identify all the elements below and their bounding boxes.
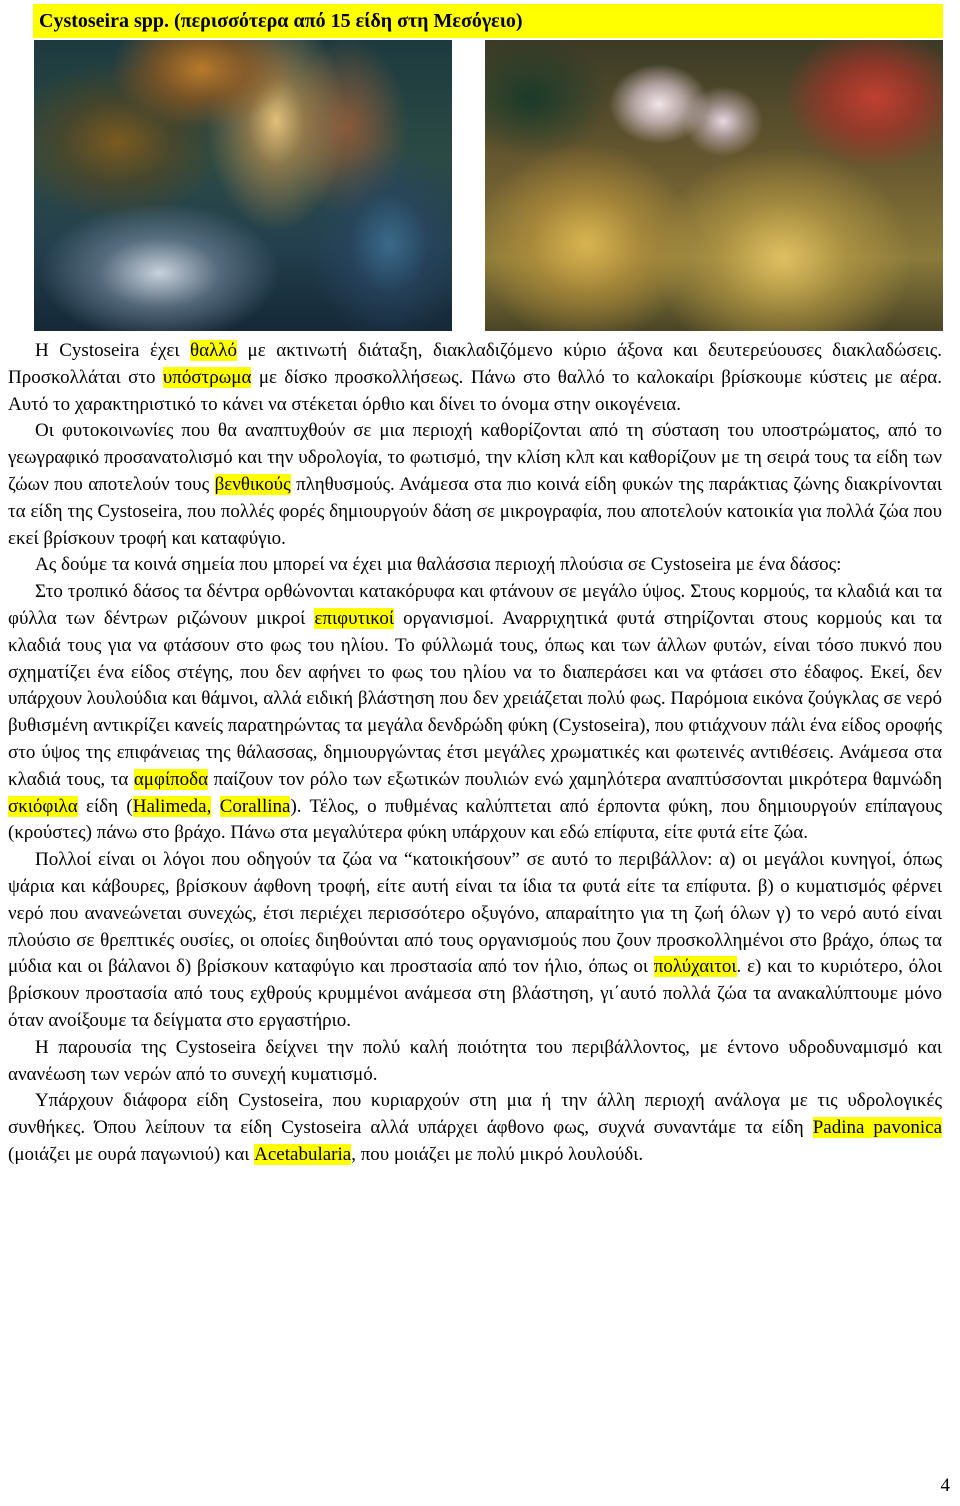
paragraph xyxy=(8,338,942,418)
text-segment: Στο τροπικό δάσος τα δέντρα ορθώνονται κατακόρυφα και φτάνουν σε μεγάλο ύψος. Στους κορμούς, τα κλαδιά και τα φύλλα των δέντρων ριζώνουν μικροί xyxy=(8,581,942,629)
highlighted-term: πολύχαιτοι xyxy=(653,956,737,978)
text-segment: Υπάρχουν διάφορα είδη Cystoseira, που κυριαρχούν στη μια ή την άλλη περιοχή ανάλογα με τις υδρολογικές συνθήκες. Όπου λείπουν τα είδη Cystoseira αλλά υπάρχει άφθονο φως, συχνά συναντάμε τα είδη xyxy=(8,1090,942,1139)
text-segment: ). Τέλος, ο πυθμένας καλύπτεται από έρποντα φύκη, που δημιουργούν επίπαγους (κρούστες) πάνω στο βράχο. Πάνω στα μεγαλύτερα φύκη υπάρχουν και εδώ επίφυτα, είτε φυτά είτε ζώα. xyxy=(8,795,942,844)
text-segment: Η Cystoseira έχει xyxy=(35,340,191,361)
highlighted-term: σκιόφιλα xyxy=(8,795,78,817)
text-segment: με δίσκο προσκολλήσεως. Πάνω στο θαλλό το καλοκαίρι βρίσκουμε κύστεις με αέρα. Αυτό το χαρακτηριστικό το κάνει να στέκεται όρθιο και δίνει το όνομα στην οικογένεια. xyxy=(8,366,942,415)
text-segment: με ακτινωτή διάταξη, διακλαδιζόμενο κύριο άξονα και δευτερεύουσες διακλαδώσεις. Προσκολλάται στο xyxy=(8,340,943,388)
page-title: Cystoseira spp. (περισσότερα από 15 είδη στη Μεσόγειο) xyxy=(33,4,943,38)
highlighted-term: αμφίποδα xyxy=(133,768,209,790)
text-segment: οργανισμοί. Αναρριχητικά φυτά στηρίζονται στους κορμούς και τα κλαδιά τους για να φτάσουν στο φως του ηλίου. Το φύλλωμά τους, όπως και των άλλων φυτών, είναι τόσο πυκνό που σχηματίζει ένα είδος στέγης, που δεν αφήνει το φως του ηλίου να το διαπεράσει και να φτάσει στο έδαφος. Εκεί, δεν υπάρχουν λουλούδια και θάμνοι, αλλά ειδική βλάστηση που δεν χρειάζεται πολύ φως. Παρόμοια εικόνα ζούγκλας σε νερό βυθισμένη αντικρίζει κανείς παρατηρώντας τα μεγάλα δενδρώδη φύκη (Cystoseira), που φτιάχνουν πάλι ένα είδος οροφής στο ύψος της επιφάνειας της θάλασσας, δημιουργώντας έτσι μεγάλες χρωματικές και φωτεινές αντιθέσεις. Ανάμεσα στα κλαδιά τους, τα xyxy=(8,607,943,790)
highlighted-term: βενθικούς xyxy=(214,473,291,495)
highlighted-term: Acetabularia xyxy=(254,1143,352,1165)
text-segment: είδη ( xyxy=(77,795,133,817)
text-segment: Η παρουσία της Cystoseira δείχνει την πολύ καλή ποιότητα του περιβάλλοντος, με έντονο υδροδυναμισμό και ανανέωση των νερών από το συνεχή κυματισμό. xyxy=(8,1036,942,1085)
paragraph xyxy=(8,847,942,1035)
paragraph xyxy=(8,1088,942,1168)
paragraph xyxy=(8,418,942,552)
paragraph xyxy=(8,552,942,579)
text-segment: Οι φυτοκοινωνίες που θα αναπτυχθούν σε μια περιοχή καθορίζονται από τη σύσταση του υποστρώματος, από το γεωγραφικό προσανατολισμό και την υδρολογία, το φωτισμό, την κλίση κλπ και καθορίζουν με τη σειρά τους τα είδη των ζώων που αποτελούν τους xyxy=(8,420,942,495)
page-number: 4 xyxy=(940,1475,950,1496)
paragraph xyxy=(8,579,942,847)
highlighted-term: θαλλό xyxy=(190,340,238,361)
text-segment: παίζουν τον ρόλο των εξωτικών πουλιών ενώ χαμηλότερα αναπτύσσονται μικρότερα θαμνώδη xyxy=(208,768,943,790)
highlighted-term: υπόστρωμα xyxy=(162,366,252,388)
paragraph xyxy=(8,1035,942,1089)
highlighted-term: επιφυτικοί xyxy=(314,607,394,629)
highlighted-term: Corallina xyxy=(219,795,291,817)
text-segment: Πολλοί είναι οι λόγοι που οδηγούν τα ζώα να “κατοικήσουν” σε αυτό το περιβάλλον: α) οι μεγάλοι κυνηγοί, όπως ψάρια και κάβουρες, βρίσκουν άφθονη τροφή, είτε αυτή είναι τα ίδια τα φυτά είτε τα επίφυτα. β) ο κυματισμός φέρνει νερό που ανανεώνεται συνεχώς, έτσι περιέχει περισσότερο οξυγόνο, απαραίτητο για τη ζωή όλων γ) το νερό αυτό είναι πλούσιο σε θρεπτικές ουσίες, οι οποίες διηθούνται από τους οργανισμούς που ζουν προσκολλημένοι στο βράχο, όπως τα μύδια και οι βάλανοι δ) βρίσκουν καταφύγιο και προστασία από τον ήλιο, όπως οι xyxy=(8,849,942,978)
text-segment: (μοιάζει με ουρά παγωνιού) και xyxy=(8,1143,255,1165)
body-text xyxy=(8,338,942,1169)
text-segment: . ε) και το κυριότερο, όλοι βρίσκουν προστασία από τους εχθρούς κρυμμένοι ανάμεσα στη βλάστηση, γι΄αυτό πολλά ζώα τα ανακαλύπτουμε μόνο όταν ανοίξουμε τα δείγματα στο εργαστήριο. xyxy=(8,956,942,1031)
text-segment: πληθυσμούς. Ανάμεσα στα πιο κοινά είδη φυκών της παράκτιας ζώνης διακρίνονται τα είδη της Cystoseira, που πολλές φορές δημιουργούν δάση σε μικρογραφία, που αποτελούν κατοικία για πολλά ζώα που εκεί βρίσκουν τροφή και καταφύγιο. xyxy=(8,473,942,549)
text-segment xyxy=(211,796,219,817)
highlighted-term: Padina pavonica xyxy=(812,1117,942,1139)
text-segment: Ας δούμε τα κοινά σημεία που μπορεί να έχει μια θαλάσσια περιοχή πλούσια σε Cystoseira με ένα δάσος: xyxy=(35,554,842,576)
cystoseira-photo-left xyxy=(34,40,452,331)
text-segment: , που μοιάζει με πολύ μικρό λουλούδι. xyxy=(351,1143,644,1165)
cystoseira-photo-right xyxy=(485,40,943,331)
highlighted-term: Halimeda, xyxy=(132,795,212,817)
